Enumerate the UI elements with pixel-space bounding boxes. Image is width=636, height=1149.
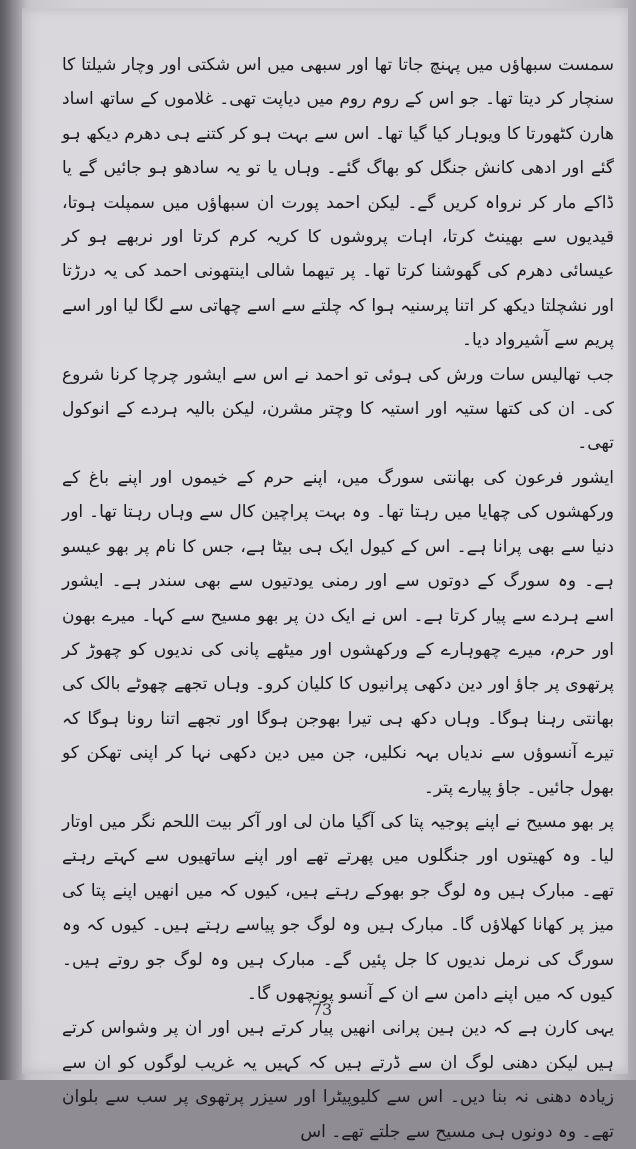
paragraph-2: جب تھالیس سات ورش کی ہوئی تو احمد نے اس سے ایشور چرچا کرنا شروع کی۔ ان کی کتھا ستیہ اور استیہ کا وچتر مشرن، لیکن بالیہ ہردے کے انوکول تھی۔: [62, 364, 614, 454]
page-number: 73: [311, 1000, 333, 1019]
paragraph-4: پر بھو مسیح نے اپنے پوجیہ پتا کی آگیا مان لی اور آکر بیت اللحم نگر میں اوتار لیا۔ وہ کھیتوں اور جنگلوں میں پھرتے تھے اور اپنے ساتھیوں سے کہتے رہتے تھے۔ مبارک ہیں وہ لوگ جو بھوکے رہتے ہیں، کیوں کہ میں انھیں اپنے پتا کی میز پر کھانا کھلاؤں گا۔ مبارک ہیں وہ لوگ جو پیاسے رہتے ہیں۔ کیوں کہ وہ سورگ کی نرمل ندیوں کا جل پئیں گے۔ مبارک ہیں وہ لوگ جو روتے ہیں۔ کیوں کہ میں اپنے دامن سے ان کے آنسو پونچھوں گا۔: [62, 811, 614, 1004]
paragraph-3: ایشور فرعون کی بھانتی سورگ میں، اپنے حرم کے خیموں اور اپنے باغ کے ورکھشوں کی چھایا میں رہتا تھا۔ وہ بہت پراچین کال سے وہاں رہتا تھا۔ اور دنیا سے بھی پرانا ہے۔ اس کے کیول ایک ہی بیٹا ہے، جس کا نام پر بھو عیسو ہے۔ وہ سورگ کے دوتوں سے اور رمنی یودتیوں سے بھی سندر ہے۔ ایشور اسے ہردے سے پیار کرتا ہے۔ اس نے ایک دن پر بھو مسیح سے کہا۔ میرے بھون اور حرم، میرے چھوہارے کے ورکھشوں اور میٹھے پانی کی ندیوں کو چھوڑ کر پرتھوی پر جاؤ اور دین دکھی پرانیوں کا کلیان کرو۔ وہاں تجھے چھوٹے بالک کی بھانتی رہنا ہوگا۔ وہاں دکھ ہی تیرا بھوجن ہوگا اور تجھے اتنا رونا ہوگا کہ تیرے آنسوؤں سے ندیاں بہہ نکلیں، جن میں دین دکھی نہا کر اپنی تھکن کو بھول جائیں۔ جاؤ پیارے پتر۔: [62, 467, 614, 798]
paragraph-5: یہی کارن ہے کہ دین ہین پرانی انھیں پیار کرتے ہیں اور ان پر وشواس کرتے ہیں لیکن دھنی لوگ ان سے ڈرتے ہیں کہ کہیں یہ غریب لوگوں کو ان سے زیادہ دھنی نہ بنا دیں۔ اس سے کلیوپیٹرا اور سیزر پرتھوی پر سب سے بلوان تھے۔ وہ دونوں ہی مسیح سے جلتے تھے۔ اس: [62, 1018, 614, 1142]
paragraph-1: سمست سبھاؤں میں پہنچ جاتا تھا اور سبھی میں اس شکتی اور وچار شیلتا کا سنچار کر دیتا تھا۔ جو اس کے روم روم میں دیاپت تھی۔ غلاموں کے ساتھ اساد ھارن کٹھورتا کا ویوہار کیا گیا تھا۔ اس سے بہت ہو کر کتنے ہی دھرم دیکھ ہو گئے اور ادھی کانش جنگل کو بھاگ گئے۔ وہاں یا تو یہ سادھو ہو جائیں گے یا ڈاکے مار کر نرواہ کریں گے۔ لیکن احمد پورت ان سبھاؤں میں سمپلت ہوتا، قیدیوں سے بھینٹ کرتا، اہات پروشوں کا کریہ کرم کرتا اور نربھے ہو کر عیسائی دھرم کی گھوشنا کرتا تھا۔ پر تیھما شالی اینتھونی احمد کی یہ درڑتا اور نشچلتا دیکھ کر اتنا پرسنیہ ہوا کہ چلتے سے اسے چھاتی سے لگا لیا اور اسے پریم سے آشیرواد دیا۔: [62, 55, 614, 351]
page-body-text: [62, 48, 614, 1149]
book-page: [22, 8, 628, 1142]
